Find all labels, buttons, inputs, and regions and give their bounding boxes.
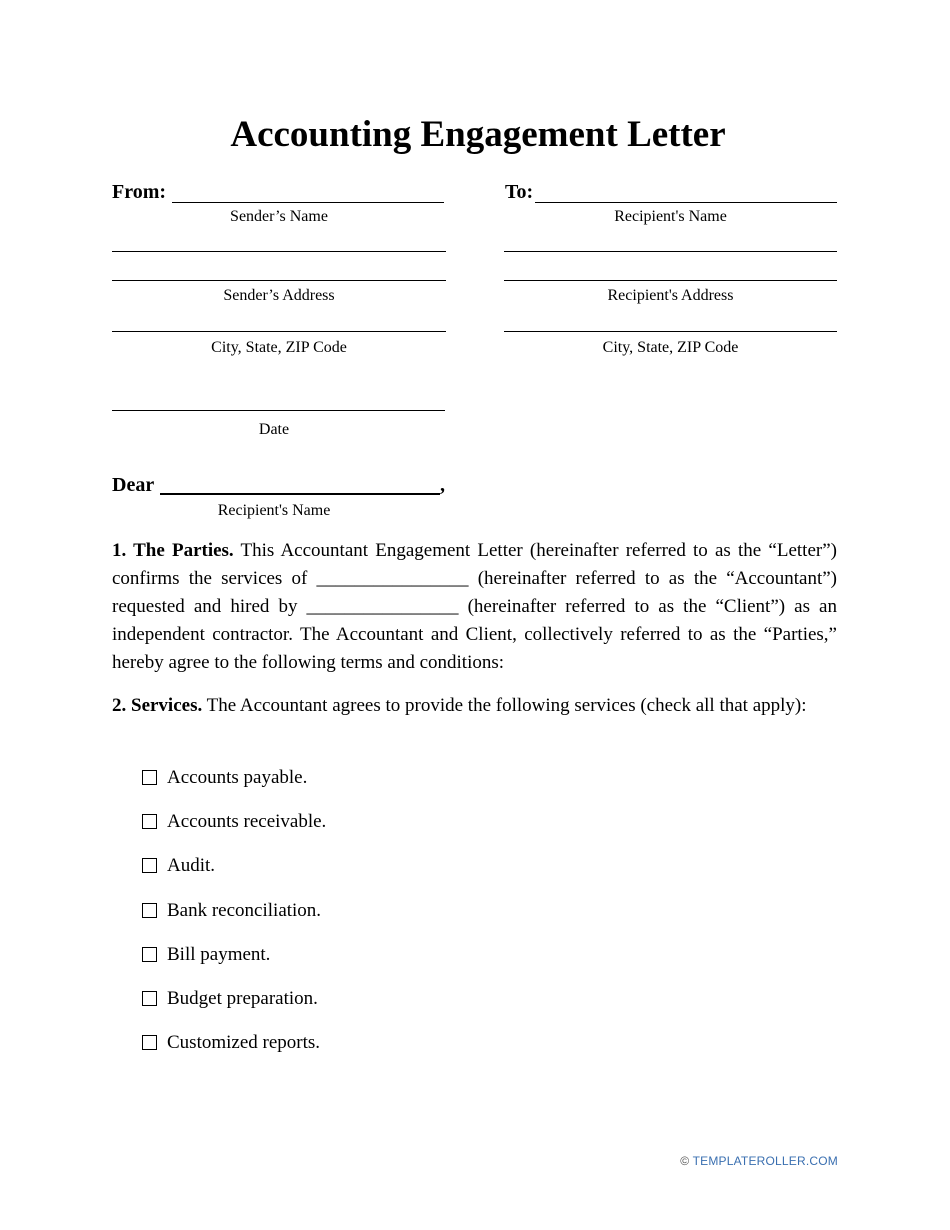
recipient-name-line[interactable] — [535, 202, 837, 203]
sender-address-line-2[interactable] — [112, 280, 446, 281]
recipient-city-line[interactable] — [504, 331, 837, 332]
copyright-symbol: © — [680, 1154, 690, 1168]
checkbox-icon[interactable] — [142, 814, 157, 829]
sender-name-line[interactable] — [172, 202, 444, 203]
checkbox-icon[interactable] — [142, 770, 157, 785]
service-label: Audit. — [167, 855, 216, 876]
service-label: Accounts receivable. — [167, 811, 327, 832]
checkbox-icon[interactable] — [142, 991, 157, 1006]
recipient-address-line-2[interactable] — [504, 280, 837, 281]
service-label: Bank reconciliation. — [167, 900, 322, 921]
checkbox-icon[interactable] — [142, 858, 157, 873]
dear-label: Dear — [112, 474, 155, 496]
checkbox-icon[interactable] — [142, 903, 157, 918]
recipient-city-caption: City, State, ZIP Code — [602, 339, 739, 356]
section-parties — [112, 537, 837, 677]
service-option[interactable] — [142, 765, 307, 791]
service-option[interactable] — [142, 853, 215, 879]
service-option[interactable] — [142, 942, 270, 968]
dear-name-line[interactable] — [160, 493, 440, 495]
recipient-address-caption: Recipient's Address — [607, 287, 734, 304]
recipient-name-caption: Recipient's Name — [614, 208, 727, 225]
section-services-heading: 2. Services. — [112, 695, 203, 716]
service-label: Customized reports. — [167, 1032, 321, 1053]
sender-city-caption: City, State, ZIP Code — [211, 339, 347, 356]
document-title: Accounting Engagement Letter — [230, 114, 726, 155]
footer-site-link[interactable]: TEMPLATEROLLER.COM — [692, 1154, 838, 1168]
dear-name-caption: Recipient's Name — [217, 502, 331, 519]
recipient-address-line-1[interactable] — [504, 251, 837, 252]
date-caption: Date — [258, 421, 290, 438]
service-option[interactable] — [142, 986, 318, 1012]
section-services-text: The Accountant agrees to provide the following services (check all that apply): — [202, 695, 807, 716]
service-label: Budget preparation. — [167, 988, 318, 1009]
sender-city-line[interactable] — [112, 331, 446, 332]
sender-name-caption: Sender’s Name — [230, 208, 328, 225]
from-label: From: — [112, 181, 167, 203]
to-label: To: — [505, 181, 534, 203]
date-line[interactable] — [112, 410, 445, 411]
sender-address-line-1[interactable] — [112, 251, 446, 252]
service-label: Bill payment. — [167, 944, 271, 965]
section-parties-text: This Accountant Engagement Letter (hereinafter referred to as the “Letter”) confirms the services of ________________ (hereinafter referred to as the “Accountant”) requested and hired by ________________ (hereinafter referred to as the “Client”) as an independent contractor. The Accountant and Client, collectively referred to as the “Parties,” hereby agree to the following terms and conditions: — [112, 540, 837, 673]
sender-address-caption: Sender’s Address — [223, 287, 335, 304]
service-option[interactable] — [142, 809, 326, 835]
checkbox-icon[interactable] — [142, 947, 157, 962]
checkbox-icon[interactable] — [142, 1035, 157, 1050]
dear-comma: , — [440, 474, 445, 496]
service-option[interactable] — [142, 1030, 320, 1056]
section-parties-heading: 1. The Parties. — [112, 540, 234, 561]
service-label: Accounts payable. — [167, 767, 308, 788]
service-option[interactable] — [142, 898, 321, 924]
section-services — [112, 692, 837, 720]
footer-credit[interactable] — [680, 1154, 838, 1168]
